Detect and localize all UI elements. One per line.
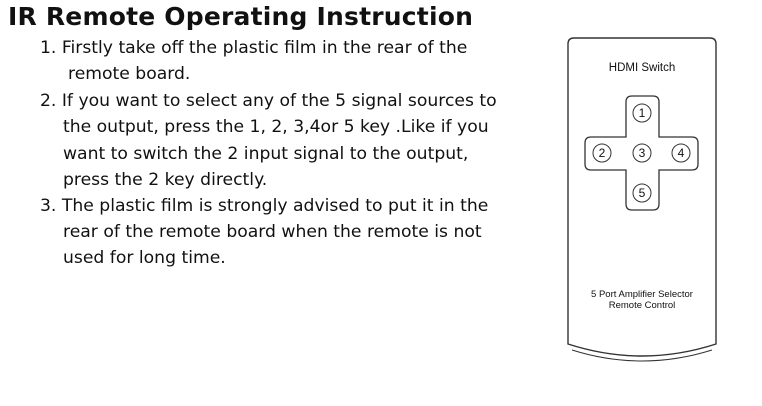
remote-footer-line-2: Remote Control	[608, 300, 676, 311]
instruction-line-6: press the 2 key directly.	[63, 170, 268, 190]
key-3-button[interactable]: 3	[638, 146, 646, 160]
key-2-button[interactable]: 2	[598, 146, 606, 160]
instruction-line-8: rear of the remote board when the remote is not	[63, 222, 482, 242]
instruction-line-4: the output, press the 1, 2, 3,4or 5 key .Like if you	[63, 117, 489, 137]
remote-header-label: HDMI Switch	[608, 62, 676, 74]
instruction-line-2: remote board.	[68, 64, 191, 84]
key-5-button[interactable]: 5	[638, 186, 646, 200]
instruction-line-3: 2. If you want to select any of the 5 signal sources to	[40, 91, 497, 111]
instruction-line-1: 1. Firstly take off the plastic film in the rear of the	[40, 38, 468, 58]
remote-footer-line-1: 5 Port Amplifier Selector	[591, 289, 693, 300]
instruction-line-7: 3. The plastic film is strongly advised to put it in the	[40, 196, 489, 216]
instruction-line-9: used for long time.	[63, 248, 226, 268]
instruction-line-5: want to switch the 2 input signal to the output,	[63, 144, 469, 164]
key-1-button[interactable]: 1	[638, 106, 646, 120]
key-4-button[interactable]: 4	[677, 146, 685, 160]
page-title: IR Remote Operating Instruction	[8, 2, 474, 31]
